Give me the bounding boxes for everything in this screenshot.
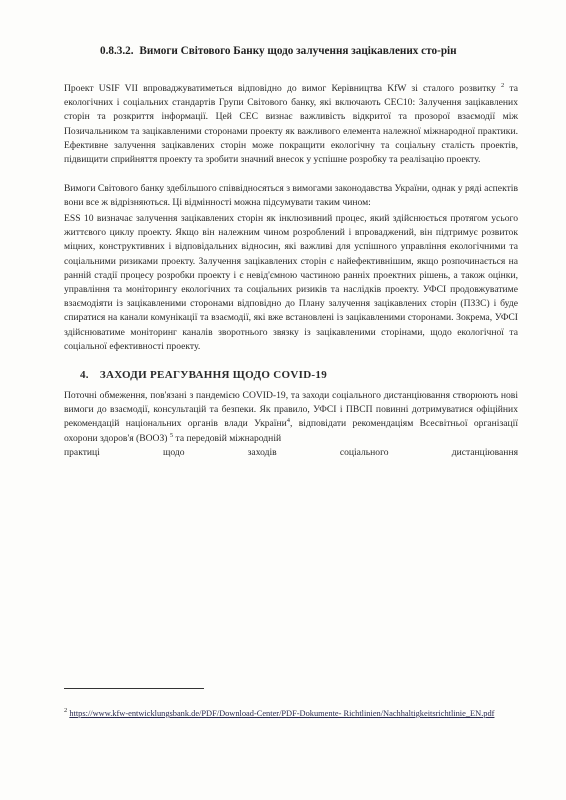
word: щодо — [162, 446, 185, 458]
word: дистанціювання — [451, 446, 518, 458]
footnote-link[interactable]: https://www.kfw-entwicklungsbank.de/PDF/Download-Center/PDF-Dokumente- Richtlinien/Nachhaltigkeitsrichtlinie_EN.pdf — [69, 709, 495, 718]
paragraph-usif — [64, 82, 518, 167]
section-heading — [100, 44, 520, 58]
footnote-ref: 2 — [500, 81, 505, 89]
paragraph-text: , відповідати рекомендаціям Всесвітньої організації охорони здоров'я (ВООЗ) — [64, 418, 518, 444]
covid-heading-number: 4. — [80, 369, 89, 381]
paragraph-text: Поточні обмеження, пов'язані з пандемією COVID-19, та заходи соціального дистанціювання створюють нові вимоги до взаємодії, консультацій та безпеки. Як правило, УФСІ і ПВСП повинні дотримуватися офіційних рекомендацій національних органів влади України — [64, 390, 518, 430]
word: практиці — [64, 446, 100, 458]
covid-heading-title: ЗАХОДИ РЕАГУВАННЯ ЩОДО COVID-19 — [99, 369, 327, 381]
word: заходів — [247, 446, 277, 458]
footnote-ref: 4 — [286, 417, 290, 425]
paragraph-last-line — [64, 446, 518, 460]
word: соціального — [339, 446, 389, 458]
footnote — [64, 708, 504, 719]
paragraph-text: та екологічних і соціальних стандартів Групи Світового банку, які включають СЕС10: Залучення зацікавлених сторін та розкриття інформації. Цей СЕС визнає важливість відкритої та прозорої взаємодії між Позичальником та зацікавленими сторонами проекту як важливого елемента належної міжнародної практики. Ефективне залучення зацікавлених сторін може покращити екологічну та соціальну сталість проектів, підвищити сприйняття проекту та зробити значний внесок у успішне розробку та реалізацію проекту. — [64, 83, 518, 166]
paragraph-text: та передовій міжнародній — [175, 432, 282, 444]
paragraph-covid — [64, 389, 518, 460]
section-title: Вимоги Світового Банку щодо залучення зацікавлених сто-рін — [139, 45, 457, 57]
paragraph-differences: Вимоги Світового банку здебільшого співвідносяться з вимогами законодавства України, однак у ряді аспектів вони все ж відрізняються. Ці відмінності можна підсумувати таким чином: — [64, 183, 518, 209]
paragraph-text: Проект USIF VII впроваджуватиметься відповідно до вимог Керівництва KfW зі сталого розвитку — [64, 83, 496, 94]
covid-heading — [80, 368, 520, 382]
paragraph-ess10: ESS 10 визначає залучення зацікавлених сторін як інклюзивний процес, який здійснюється протягом усього життєвого циклу проекту. Якщо він належним чином розроблений і впроваджений, він підтримує розвиток міцних, конструктивних і відповідальних відносин, які важливі для успішного управління екологічними та соціальними ризиками проекту. Залучення зацікавлених сторін є найефективнішим, якщо розпочинається на ранній стадії процесу розробки проекту і є невід'ємною частиною ранніх проектних рішень, а також оцінки, управління та моніторингу екологічних та соціальних ризиків та наслідків проекту. УФСІ продовжуватиме взаємодіяти із зацікавленими сторонами відповідно до Плану залучення зацікавлених сторін (ПЗЗС) і буде спиратися на канали комунікації та взаємодії, які вже встановлені із зацікавленими сторонами. Зокрема, УФСІ здійснюватиме моніторинг каналів зворотнього звязку із зацікавленими сторінами, щодо екологічної та соціальної ефективності проекту. — [64, 213, 518, 352]
footnote-number: 2 — [64, 707, 68, 715]
section-number: 0.8.3.2. — [100, 45, 134, 57]
footnote-divider — [64, 688, 204, 689]
footnote-ref: 5 — [169, 431, 174, 439]
